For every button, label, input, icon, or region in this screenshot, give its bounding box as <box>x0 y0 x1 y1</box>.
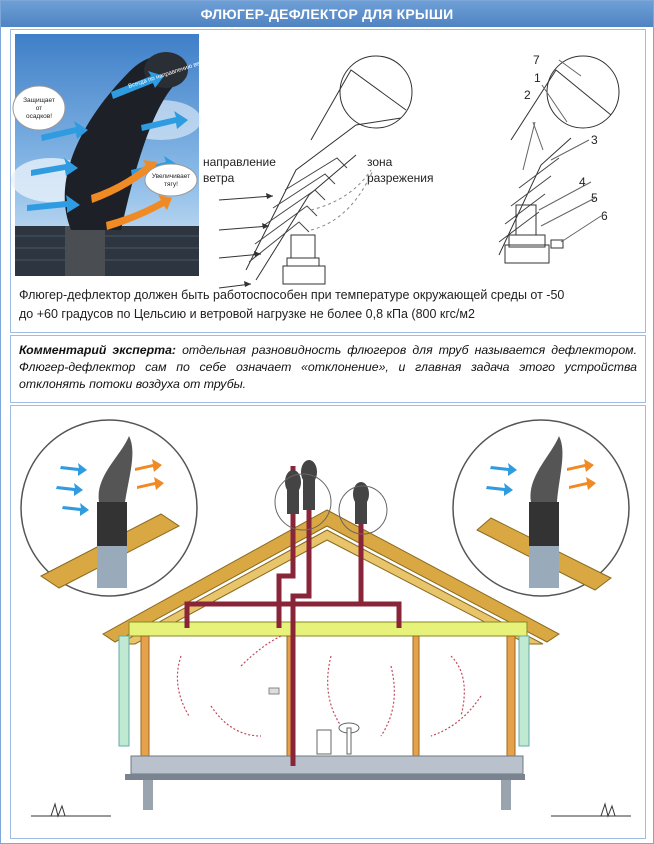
caption <box>19 286 619 324</box>
left-window-column <box>119 636 129 746</box>
part-number-1: 1 <box>534 71 541 85</box>
walls <box>141 636 515 776</box>
expert-comment <box>10 335 646 403</box>
page-title: ФЛЮГЕР-ДЕФЛЕКТОР ДЛЯ КРЫШИ <box>1 1 653 27</box>
floor-slab <box>131 756 523 774</box>
wind-direction-label-1: направление <box>203 155 276 169</box>
ground-grass <box>31 804 631 816</box>
low-pressure-zone-label-1: зона <box>367 155 393 169</box>
airflow-arrows <box>177 636 481 736</box>
part-number-6: 6 <box>601 209 608 223</box>
expert-comment-lead: Комментарий эксперта: <box>19 343 177 357</box>
magnified-detail-right <box>453 420 629 596</box>
house-ventilation-diagram <box>11 406 645 838</box>
foundation-beam <box>125 774 525 780</box>
low-pressure-zone-label-2: разрежения <box>367 171 434 185</box>
foundation-piles <box>143 780 511 810</box>
deflector-photo <box>11 34 211 276</box>
bubble-protect-text: Защищает от осадков! <box>23 97 55 120</box>
caption-line-1: Флюгер-дефлектор должен быть работоспособен при температуре окружающей среды от -50 <box>19 288 565 302</box>
part-number-4: 4 <box>579 175 586 189</box>
deflector-scheme-numbered <box>499 56 619 263</box>
part-number-5: 5 <box>591 191 598 205</box>
expert-comment-body: отдельная разновидность флюгеров для труб называется дефлектором. Флюгер-дефлектор сам по себе означает «отклонение», и главная задача этого устройства отклонять потоки воздуха от трубы. <box>19 343 637 391</box>
deflector-panel <box>10 29 646 333</box>
bubble-wind-text: Всегда по направлению ветра! <box>127 57 212 90</box>
magnified-detail-left <box>21 420 197 596</box>
right-window-column <box>519 636 529 746</box>
house-ventilation-panel <box>10 405 646 839</box>
bubble-draft-text: Увеличивает тягу! <box>151 173 191 188</box>
bathroom-fixtures <box>269 688 359 754</box>
wind-direction-label-2: ветра <box>203 171 235 185</box>
expert-comment-text <box>19 342 637 393</box>
part-number-7: 7 <box>533 53 540 67</box>
caption-line-2: до +60 градусов по Цельсию и ветровой нагрузке не более 0,8 кПа (800 кгс/м2 <box>19 307 475 321</box>
part-number-3: 3 <box>591 133 598 147</box>
part-number-2: 2 <box>524 88 531 102</box>
